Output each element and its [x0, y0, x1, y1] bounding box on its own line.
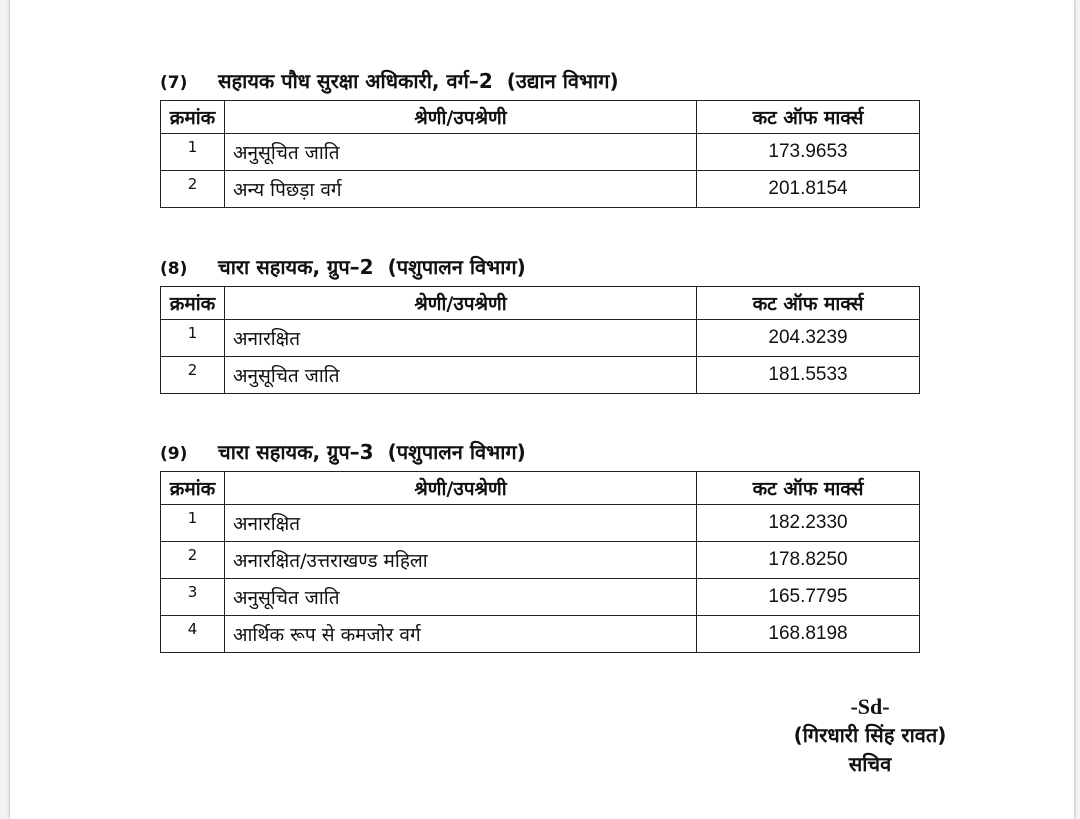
- row-serial: 2: [161, 542, 225, 579]
- row-cutoff: 173.9653: [697, 134, 920, 171]
- row-serial: 1: [161, 320, 225, 357]
- header-cutoff: कट ऑफ मार्क्स: [697, 101, 920, 134]
- row-cutoff: 178.8250: [697, 542, 920, 579]
- header-cutoff: कट ऑफ मार्क्स: [697, 472, 920, 505]
- section-number: (8): [160, 259, 188, 279]
- header-category: श्रेणी/उपश्रेणी: [225, 472, 697, 505]
- row-cutoff: 168.8198: [697, 616, 920, 653]
- table-row: [161, 320, 920, 357]
- table-header-row: [161, 101, 920, 134]
- header-category: श्रेणी/उपश्रेणी: [225, 287, 697, 320]
- row-cutoff: 165.7795: [697, 579, 920, 616]
- row-serial: 1: [161, 134, 225, 171]
- row-serial: 4: [161, 616, 225, 653]
- row-serial: 2: [161, 357, 225, 394]
- row-serial: 3: [161, 579, 225, 616]
- section-7: [160, 66, 920, 208]
- row-cutoff: 181.5533: [697, 357, 920, 394]
- row-category: अनुसूचित जाति: [225, 579, 697, 616]
- header-category: श्रेणी/उपश्रेणी: [225, 101, 697, 134]
- cutoff-table: [160, 471, 920, 653]
- row-category: अनुसूचित जाति: [225, 134, 697, 171]
- section-number: (7): [160, 73, 188, 93]
- signatory-name: (गिरधारी सिंह रावत): [793, 723, 947, 747]
- table-row: [161, 357, 920, 394]
- row-serial: 1: [161, 505, 225, 542]
- row-category: अन्य पिछड़ा वर्ग: [225, 171, 697, 208]
- department-name: (उद्यान विभाग): [506, 69, 619, 93]
- section-heading: [160, 66, 920, 96]
- row-serial: 2: [161, 171, 225, 208]
- section-8: [160, 252, 920, 394]
- table-header-row: [161, 287, 920, 320]
- row-category: अनुसूचित जाति: [225, 357, 697, 394]
- signature-block: [770, 692, 970, 779]
- document-page: [10, 0, 1074, 819]
- table-row: [161, 134, 920, 171]
- table-row: [161, 171, 920, 208]
- row-category: आर्थिक रूप से कमजोर वर्ग: [225, 616, 697, 653]
- section-heading: [160, 252, 920, 282]
- post-title: सहायक पौध सुरक्षा अधिकारी, वर्ग–2: [218, 69, 493, 93]
- header-serial: क्रमांक: [161, 101, 225, 134]
- department-name: (पशुपालन विभाग): [387, 255, 526, 279]
- cutoff-table: [160, 286, 920, 394]
- post-title: चारा सहायक, ग्रुप–2: [218, 255, 374, 279]
- post-title: चारा सहायक, ग्रुप–3: [218, 440, 374, 464]
- section-number: (9): [160, 444, 188, 464]
- department-name: (पशुपालन विभाग): [387, 440, 526, 464]
- header-serial: क्रमांक: [161, 287, 225, 320]
- table-row: [161, 505, 920, 542]
- section-heading: [160, 437, 920, 467]
- table-row: [161, 616, 920, 653]
- signed-mark: -Sd-: [850, 694, 890, 719]
- cutoff-table: [160, 100, 920, 208]
- header-serial: क्रमांक: [161, 472, 225, 505]
- table-row: [161, 579, 920, 616]
- row-cutoff: 182.2330: [697, 505, 920, 542]
- table-row: [161, 542, 920, 579]
- signatory-designation: सचिव: [848, 752, 892, 776]
- row-category: अनारक्षित: [225, 320, 697, 357]
- row-category: अनारक्षित: [225, 505, 697, 542]
- table-header-row: [161, 472, 920, 505]
- header-cutoff: कट ऑफ मार्क्स: [697, 287, 920, 320]
- row-cutoff: 201.8154: [697, 171, 920, 208]
- row-category: अनारक्षित/उत्तराखण्ड महिला: [225, 542, 697, 579]
- row-cutoff: 204.3239: [697, 320, 920, 357]
- section-9: [160, 437, 920, 653]
